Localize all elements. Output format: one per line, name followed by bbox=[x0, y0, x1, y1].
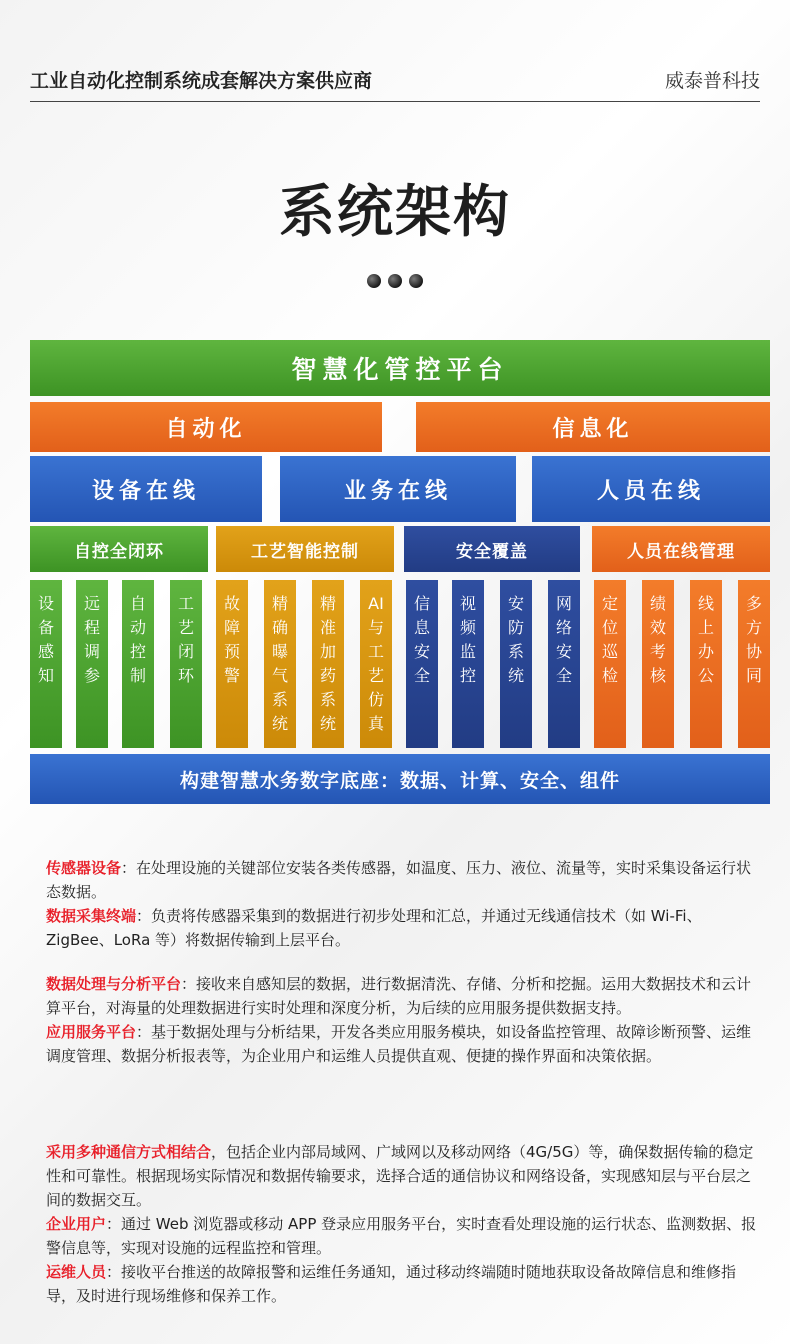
group-personnel-management: 人员在线管理 bbox=[592, 526, 770, 572]
paragraph bbox=[46, 856, 758, 904]
paragraph bbox=[46, 1140, 758, 1212]
page-header bbox=[30, 58, 760, 102]
column-block bbox=[452, 580, 484, 748]
column-block bbox=[548, 580, 580, 748]
column-label: 安防系统 bbox=[507, 594, 524, 685]
column-block bbox=[642, 580, 674, 748]
paragraph-text: ，包括企业内部局域网、广域网以及移动网络（4G/5G）等，确保数据传输的稳定性和可靠性。根据现场实际情况和数据传输要求，选择合适的通信协议和网络设备，实现感知层与平台层之间的数据交互。 bbox=[46, 1143, 754, 1209]
paragraph-label: 企业用户 bbox=[46, 1215, 107, 1233]
paragraph bbox=[46, 1212, 758, 1260]
header-slogan: 工业自动化控制系统成套解决方案供应商 bbox=[30, 70, 373, 92]
column-block bbox=[122, 580, 154, 748]
paragraph-text: ：基于数据处理与分析结果，开发各类应用服务模块，如设备监控管理、故障诊断预警、运维调度管理、数据分析报表等，为企业用户和运维人员提供直观、便捷的操作界面和决策依据。 bbox=[46, 1023, 752, 1065]
informatization-block: 信息化 bbox=[416, 402, 770, 452]
column-block bbox=[264, 580, 296, 748]
digital-foundation-block: 构建智慧水务数字底座：数据、计算、安全、组件 bbox=[30, 754, 770, 804]
automation-block: 自动化 bbox=[30, 402, 382, 452]
column-label: 绩效考核 bbox=[649, 594, 666, 685]
paragraph-label: 数据处理与分析平台 bbox=[46, 975, 182, 993]
paragraph-text: ：通过 Web 浏览器或移动 APP 登录应用服务平台，实时查看处理设施的运行状态、监测数据、报警信息等，实现对设施的远程监控和管理。 bbox=[46, 1215, 757, 1257]
column-label: 设备感知 bbox=[37, 594, 54, 685]
paragraph bbox=[46, 1020, 758, 1068]
column-block bbox=[312, 580, 344, 748]
column-block bbox=[216, 580, 248, 748]
page-title: 系统架构 bbox=[279, 180, 511, 245]
group-process-control: 工艺智能控制 bbox=[216, 526, 394, 572]
column-block bbox=[30, 580, 62, 748]
description-group-2 bbox=[46, 972, 758, 1068]
description-group-1 bbox=[46, 856, 758, 952]
personnel-online-block: 人员在线 bbox=[532, 456, 770, 522]
column-label: 工艺闭环 bbox=[177, 594, 194, 685]
dot-icon bbox=[388, 274, 402, 288]
paragraph-text: ：接收平台推送的故障报警和运维任务通知，通过移动终端随时随地获取设备故障信息和维修指导，及时进行现场维修和保养工作。 bbox=[46, 1263, 737, 1305]
group-security: 安全覆盖 bbox=[404, 526, 580, 572]
column-label: 故障预警 bbox=[223, 594, 240, 685]
paragraph bbox=[46, 1260, 758, 1308]
paragraph-label: 应用服务平台 bbox=[46, 1023, 137, 1041]
column-block bbox=[360, 580, 392, 748]
column-block bbox=[406, 580, 438, 748]
column-label: 多方协同 bbox=[745, 594, 762, 685]
column-label: AI与工艺仿真 bbox=[367, 594, 384, 733]
paragraph bbox=[46, 904, 758, 952]
paragraph-text: ：在处理设施的关键部位安装各类传感器，如温度、压力、液位、流量等，实时采集设备运行状态数据。 bbox=[46, 859, 752, 901]
paragraph-label: 数据采集终端 bbox=[46, 907, 137, 925]
dot-icon bbox=[409, 274, 423, 288]
column-label: 线上办公 bbox=[697, 594, 714, 685]
architecture-diagram bbox=[30, 340, 770, 806]
column-label: 自动控制 bbox=[129, 594, 146, 685]
paragraph-text: ：负责将传感器采集到的数据进行初步处理和汇总，并通过无线通信技术（如 Wi-Fi、ZigBee、LoRa 等）将数据传输到上层平台。 bbox=[46, 907, 702, 949]
column-label: 信息安全 bbox=[413, 594, 430, 685]
column-block bbox=[500, 580, 532, 748]
paragraph bbox=[46, 972, 758, 1020]
title-dots-decoration bbox=[0, 274, 790, 288]
column-label: 精确曝气系统 bbox=[271, 594, 288, 733]
paragraph-label: 采用多种通信方式相结合 bbox=[46, 1143, 212, 1161]
column-label: 精准加药系统 bbox=[319, 594, 336, 733]
column-block bbox=[594, 580, 626, 748]
company-name: 威泰普科技 bbox=[664, 70, 760, 92]
column-block bbox=[690, 580, 722, 748]
device-online-block: 设备在线 bbox=[30, 456, 262, 522]
column-block bbox=[738, 580, 770, 748]
paragraph-text: ：接收来自感知层的数据，进行数据清洗、存储、分析和挖掘。运用大数据技术和云计算平台，对海量的处理数据进行实时处理和深度分析，为后续的应用服务提供数据支持。 bbox=[46, 975, 752, 1017]
group-automation-loop: 自控全闭环 bbox=[30, 526, 208, 572]
paragraph-label: 传感器设备 bbox=[46, 859, 122, 877]
smart-platform-block: 智慧化管控平台 bbox=[30, 340, 770, 396]
column-label: 视频监控 bbox=[459, 594, 476, 685]
column-label: 定位巡检 bbox=[601, 594, 618, 685]
column-block bbox=[170, 580, 202, 748]
column-block bbox=[76, 580, 108, 748]
paragraph-label: 运维人员 bbox=[46, 1263, 107, 1281]
business-online-block: 业务在线 bbox=[280, 456, 516, 522]
description-group-3 bbox=[46, 1140, 758, 1308]
column-label: 网络安全 bbox=[555, 594, 572, 685]
column-label: 远程调参 bbox=[83, 594, 100, 685]
dot-icon bbox=[367, 274, 381, 288]
